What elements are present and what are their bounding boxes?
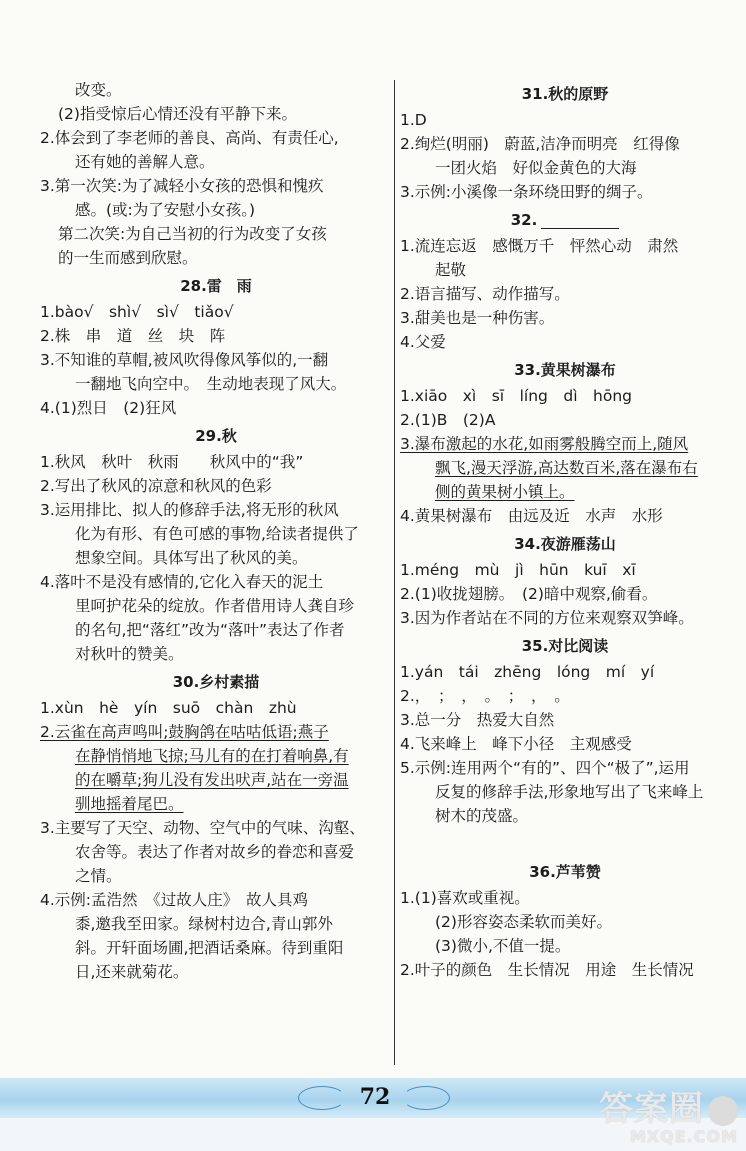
answer-line: 1.méng mù jì hūn kuī xī <box>400 561 636 579</box>
answer-line: 1.D <box>400 111 427 129</box>
answer-line: 1.秋风 秋叶 秋雨 秋风中的“我” <box>40 453 304 471</box>
answer-line: 4.飞来峰上 峰下小径 主观感受 <box>400 735 632 753</box>
section-heading: 28.雷 雨 <box>180 277 252 295</box>
section-heading: 35.对比阅读 <box>521 637 609 655</box>
section-heading: 31.秋的原野 <box>521 85 609 103</box>
site-watermark <box>599 1090 738 1146</box>
answer-line: 改变。 <box>75 81 122 99</box>
right-answer-column <box>400 78 730 982</box>
answer-line: (2)指受惊后心情还没有平静下来。 <box>58 105 297 123</box>
column-divider <box>394 80 395 1065</box>
answer-line: 3.总一分 热爱大自然 <box>400 711 555 729</box>
answer-line: 反复的修辞手法,形象地写出了飞来峰上 <box>435 783 704 801</box>
answer-line: 农舍等。表达了作者对故乡的眷恋和喜爱 <box>75 843 355 861</box>
section-heading: 30.乡村素描 <box>172 673 260 691</box>
watermark-url: MXQE.COM <box>629 1127 738 1146</box>
answer-line: 一翻地飞向空中。 生动地表现了风大。 <box>75 375 347 393</box>
answer-line: 5.示例:连用两个“有的”、四个“极了”,运用 <box>400 759 690 777</box>
answer-line <box>400 828 730 856</box>
section-heading: 32. <box>400 208 730 232</box>
answer-line: 3.示例:小溪像一条环绕田野的绸子。 <box>400 183 653 201</box>
answer-line: 的一生而感到欣慰。 <box>58 249 198 267</box>
answer-line: 2.语言描写、动作描写。 <box>400 285 570 303</box>
answer-line: 2.(1)B (2)A <box>400 411 496 429</box>
answer-line: 化为有形、有色可感的事物,给读者提供了 <box>75 525 359 543</box>
answer-line: 1.xiāo xì sī líng dì hōng <box>400 387 633 405</box>
answer-line: 的名句,把“落红”改为“落叶”表达了作者 <box>75 621 345 639</box>
watermark-logo-icon <box>708 1096 738 1126</box>
answer-line: 1.流连忘返 感慨万千 怦然心动 肃然 <box>400 237 679 255</box>
answer-line: 1.yán tái zhēng lóng mí yí <box>400 663 655 681</box>
answer-line: 4.黄果树瀑布 由远及近 水声 水形 <box>400 507 663 525</box>
left-answer-column <box>40 78 392 984</box>
answer-line: 黍,邀我至田家。绿树村边合,青山郭外 <box>75 915 333 933</box>
answer-line: 第二次笑:为自己当初的行为改变了女孩 <box>58 225 327 243</box>
answer-line: 4.落叶不是没有感情的,它化入春天的泥土 <box>40 573 324 591</box>
watermark-text: 答案圈 <box>599 1089 704 1129</box>
answer-line: 1.(1)喜欢或重视。 <box>400 889 530 907</box>
page-number: 72 <box>359 1084 391 1110</box>
answer-line: 对秋叶的赞美。 <box>75 645 184 663</box>
section-heading: 29.秋 <box>195 427 237 445</box>
left-ornament-icon <box>298 1086 346 1110</box>
answer-line: 里呵护花朵的绽放。作者借用诗人龚自珍 <box>75 597 355 615</box>
answer-line: 3.主要写了天空、动物、空气中的气味、沟壑、 <box>40 819 365 837</box>
answer-line: 3.瀑布激起的水花,如雨雾般腾空而上,随风 <box>400 435 689 453</box>
answer-line: 4.(1)烈日 (2)狂风 <box>40 399 177 417</box>
answer-line: 2.株 串 道 丝 块 阵 <box>40 327 226 345</box>
answer-line: 2.绚烂(明丽) 蔚蓝,洁净而明亮 红得像 <box>400 135 680 153</box>
answer-line: 起敬 <box>435 261 467 279</box>
answer-line: 3.不知谁的草帽,被风吹得像风筝似的,一翻 <box>40 351 329 369</box>
answer-line: 2.云雀在高声鸣叫;鼓胸鸽在咕咕低语;燕子 <box>40 723 329 741</box>
answer-line: 1.bào√ shì√ sì√ tiǎo√ <box>40 303 234 321</box>
section-heading: 33.黄果树瀑布 <box>514 361 616 379</box>
answer-line: 之情。 <box>75 867 122 885</box>
answer-line: 感。(或:为了安慰小女孩。) <box>75 201 256 219</box>
answer-line: 2.(1)收拢翅膀。 (2)暗中观察,偷看。 <box>400 585 658 603</box>
answer-line: 4.父爱 <box>400 333 446 351</box>
answer-line: 2.体会到了李老师的善良、高尚、有责任心, <box>40 129 339 147</box>
answer-line: 2.写出了秋风的凉意和秋风的色彩 <box>40 477 272 495</box>
answer-line: 想象空间。具体写出了秋风的美。 <box>75 549 308 567</box>
answer-line: 2.叶子的颜色 生长情况 用途 生长情况 <box>400 961 694 979</box>
answer-line: (2)形容姿态柔软而美好。 <box>435 913 612 931</box>
answer-line: 1.xùn hè yín suō chàn zhù <box>40 699 297 717</box>
section-heading: 36.芦苇赞 <box>529 863 601 881</box>
answer-line: 3.因为作者站在不同的方位来观察双笋峰。 <box>400 609 694 627</box>
answer-line: 侧的黄果树小镇上。 <box>435 483 575 501</box>
answer-line: 3.甜美也是一种伤害。 <box>400 309 555 327</box>
answer-line: 的在嚼草;狗儿没有发出吠声,站在一旁温 <box>75 771 349 789</box>
answer-line: 驯地摇着尾巴。 <box>75 795 184 813</box>
answer-line: 树木的茂盛。 <box>435 807 529 825</box>
answer-line: 斜。开轩面场圃,把酒话桑麻。待到重阳 <box>75 939 344 957</box>
answer-line: 一团火焰 好似金黄色的大海 <box>435 159 637 177</box>
answer-line: 3.第一次笑:为了减轻小女孩的恐惧和愧疚 <box>40 177 324 195</box>
answer-line: 3.运用排比、拟人的修辞手法,将无形的秋风 <box>40 501 339 519</box>
answer-line: 日,还来就菊花。 <box>75 963 189 981</box>
answer-line: 在静悄悄地飞掠;马儿有的在打着响鼻,有 <box>75 747 349 765</box>
answer-line: 2.， ； ， 。 ； ， 。 <box>400 687 570 705</box>
answer-line: 飘飞,漫天浮游,高达数百米,落在瀑布右 <box>435 459 698 477</box>
answer-line: (3)微小,不值一提。 <box>435 937 571 955</box>
answer-line: 4.示例:孟浩然 《过故人庄》 故人具鸡 <box>40 891 309 909</box>
fill-in-blank <box>541 213 619 229</box>
section-heading: 34.夜游雁荡山 <box>514 535 616 553</box>
answer-line: 还有她的善解人意。 <box>75 153 215 171</box>
